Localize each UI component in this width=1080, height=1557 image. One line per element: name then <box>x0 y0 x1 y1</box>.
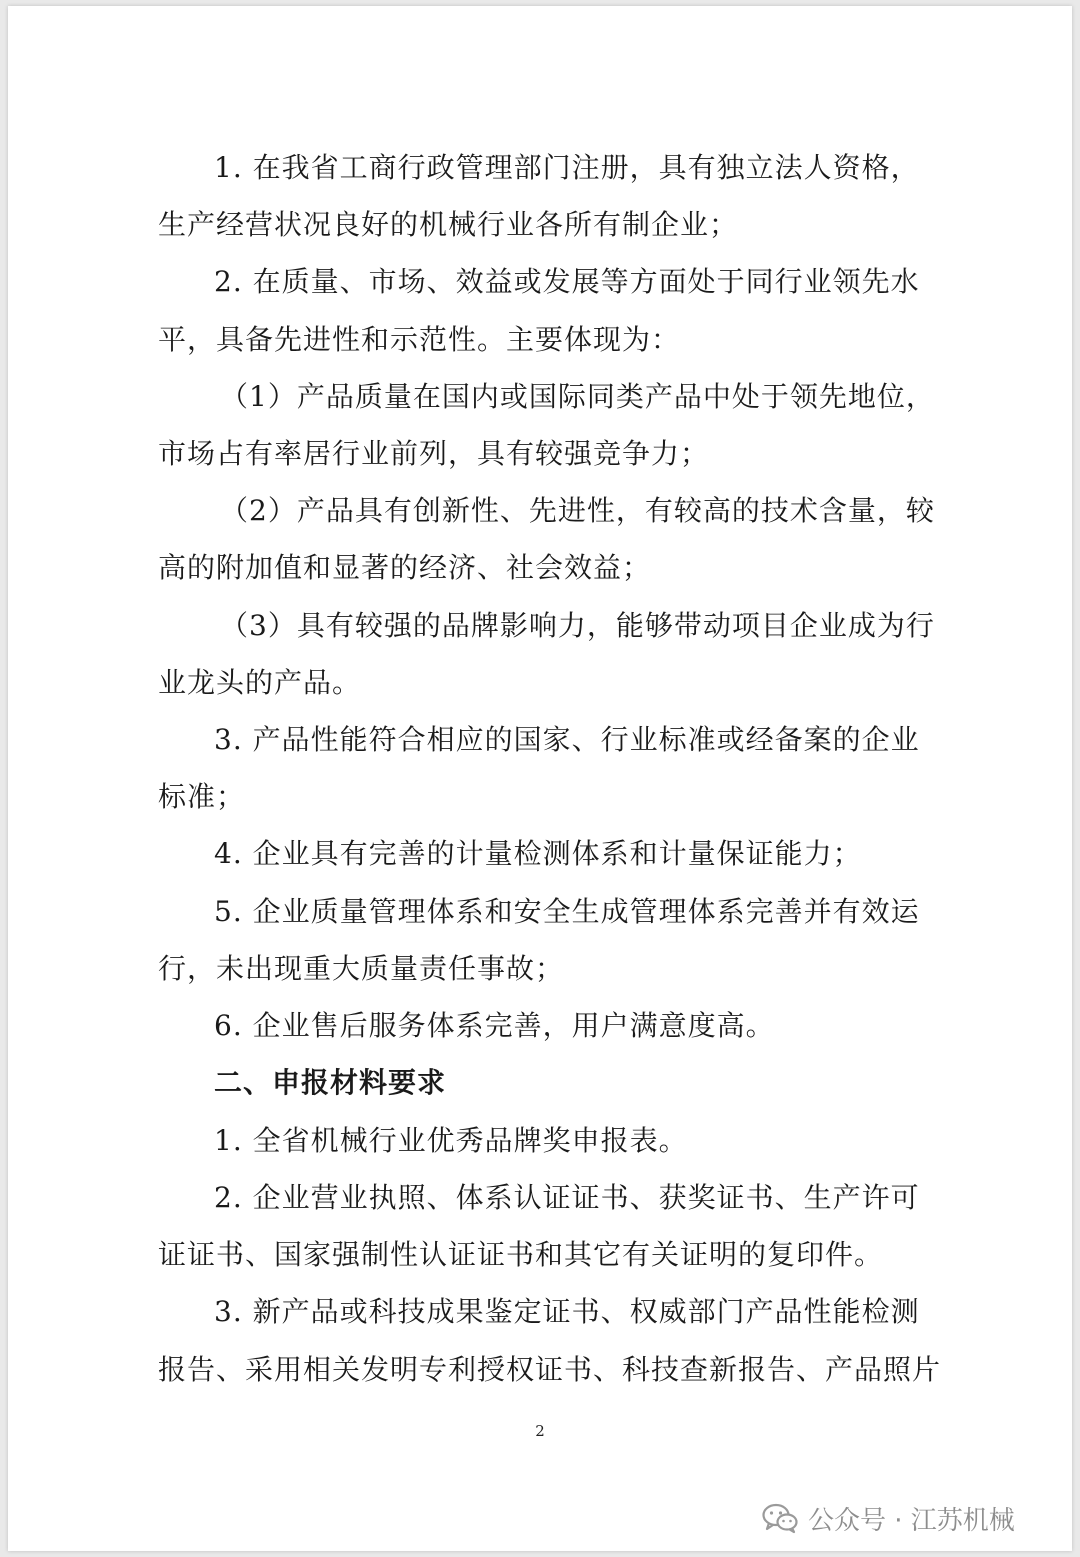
material-1-line-1: 1. 全省机械行业优秀品牌奖申报表。 <box>214 1124 688 1157</box>
sub-item-2-line-2: 高的附加值和显著的经济、社会效益； <box>158 551 652 584</box>
material-3-line-1: 3. 新产品或科技成果鉴定证书、权威部门产品性能检测 <box>214 1295 920 1328</box>
requirement-2-line-2: 平，具备先进性和示范性。主要体现为： <box>158 323 681 356</box>
requirement-2-line-1: 2. 在质量、市场、效益或发展等方面处于同行业领先水 <box>214 265 920 298</box>
requirement-5-line-1: 5. 企业质量管理体系和安全生成管理体系完善并有效运 <box>214 895 920 928</box>
requirement-1-line-2: 生产经营状况良好的机械行业各所有制企业； <box>158 208 739 241</box>
section-heading-materials: 二、申报材料要求 <box>214 1066 447 1099</box>
wechat-icon <box>762 1502 798 1534</box>
sub-item-1-line-1: （1）产品质量在国内或国际同类产品中处于领先地位， <box>220 380 935 413</box>
material-2-line-1: 2. 企业营业执照、体系认证证书、获奖证书、生产许可 <box>214 1181 920 1214</box>
requirement-3-line-2: 标准； <box>158 780 246 813</box>
requirement-4-line-1: 4. 企业具有完善的计量检测体系和计量保证能力； <box>214 837 862 870</box>
sub-item-3-line-1: （3）具有较强的品牌影响力，能够带动项目企业成为行 <box>220 609 935 642</box>
material-2-line-2: 证证书、国家强制性认证证书和其它有关证明的复印件。 <box>158 1238 884 1271</box>
wechat-watermark <box>762 1498 1015 1538</box>
sub-item-2-line-1: （2）产品具有创新性、先进性，有较高的技术含量，较 <box>220 494 935 527</box>
watermark-text: 公众号 · 江苏机械 <box>808 1505 1015 1536</box>
requirement-3-line-1: 3. 产品性能符合相应的国家、行业标准或经备案的企业 <box>214 723 920 756</box>
requirement-1-line-1: 1. 在我省工商行政管理部门注册，具有独立法人资格， <box>214 151 920 184</box>
sub-item-3-line-2: 业龙头的产品。 <box>158 666 362 699</box>
sub-item-1-line-2: 市场占有率居行业前列，具有较强竞争力； <box>158 437 710 470</box>
requirement-5-line-2: 行，未出现重大质量责任事故； <box>158 952 565 985</box>
requirement-6-line-1: 6. 企业售后服务体系完善，用户满意度高。 <box>214 1009 775 1042</box>
material-3-line-2: 报告、采用相关发明专利授权证书、科技查新报告、产品照片 <box>158 1353 942 1386</box>
page-number: 2 <box>535 1422 545 1440</box>
